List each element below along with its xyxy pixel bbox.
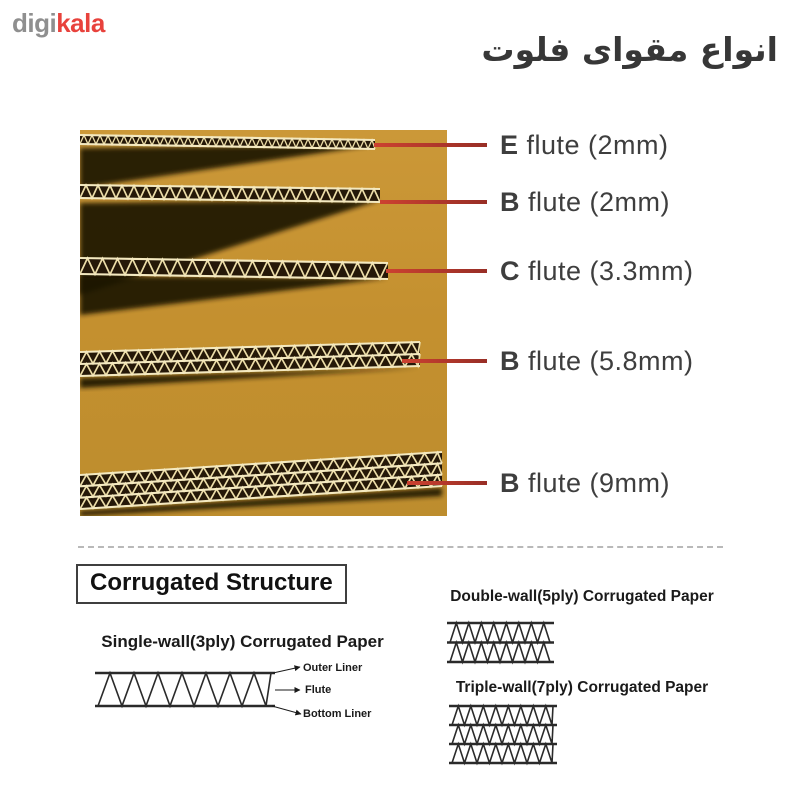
digikala-logo: [12, 8, 105, 39]
flute-photo: [80, 130, 447, 516]
flute-desc: flute (5.8mm): [528, 346, 694, 376]
bottom-liner-arrow: [272, 706, 301, 714]
leader-line-e-flute: [374, 143, 487, 147]
structure-header-text: Corrugated Structure: [90, 569, 333, 596]
flute-desc: flute (9mm): [528, 468, 671, 498]
logo-digi-text: digi: [12, 8, 57, 38]
flute-label-e-2mm: [500, 128, 669, 162]
flute-desc: flute (3.3mm): [528, 256, 694, 286]
leader-line-b-flute-9mm: [407, 481, 487, 485]
flute-label-b-58mm: [500, 344, 694, 378]
triple-wall-diagram: [440, 700, 570, 768]
leader-line-b-flute-58mm: [402, 359, 487, 363]
structure-section-header: [76, 564, 347, 604]
leader-line-b-flute-2mm: [380, 200, 487, 204]
flute-label-b-2mm: [500, 185, 670, 219]
flute-grade: B: [500, 187, 520, 217]
double-wall-diagram: [440, 615, 570, 670]
flute-grade: C: [500, 256, 520, 286]
flute-grade: E: [500, 130, 519, 160]
bottom-liner-label: Bottom Liner: [303, 708, 372, 720]
page-title-farsi: انواع مقوای فلوت: [481, 30, 778, 69]
flute-desc: flute (2mm): [526, 130, 669, 160]
single-wall-title: Single-wall(3ply) Corrugated Paper: [101, 632, 384, 651]
triple-wall-title: Triple-wall(7ply) Corrugated Paper: [455, 679, 709, 696]
single-wall-zigzag: [95, 673, 275, 706]
flute-grade: B: [500, 468, 520, 498]
flute-grade: B: [500, 346, 520, 376]
outer-liner-arrow: [273, 667, 300, 673]
flute-label-b-9mm: [500, 466, 670, 500]
double-wall-title: Double-wall(5ply) Corrugated Paper: [450, 588, 714, 605]
leader-line-c-flute: [386, 269, 487, 273]
flute-label-c-33mm: [500, 254, 694, 288]
flute-desc: flute (2mm): [528, 187, 671, 217]
logo-kala-text: kala: [56, 8, 105, 38]
flute-part-label: Flute: [305, 684, 332, 696]
outer-liner-label: Outer Liner: [303, 662, 363, 674]
section-divider: [78, 546, 723, 548]
